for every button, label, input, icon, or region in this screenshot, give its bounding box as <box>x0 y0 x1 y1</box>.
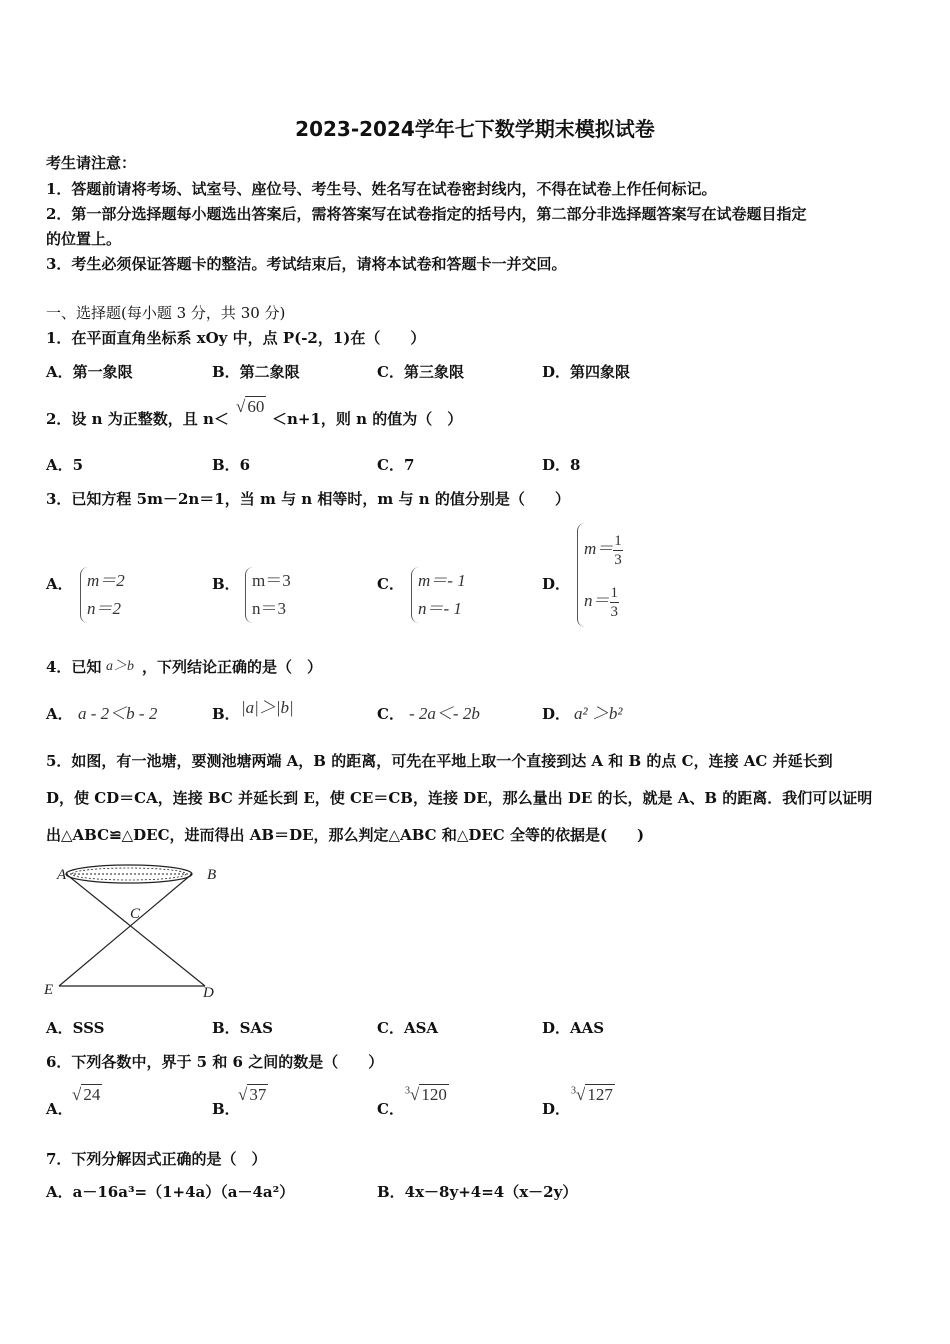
section-heading: 一、选择题(每小题 3 分，共 30 分) <box>46 304 286 322</box>
label-e: E <box>44 982 54 998</box>
q3-system-a: m＝2 n＝2 <box>80 567 125 623</box>
q2-stem-end: ＜n+1，则 n 的值为（ ） <box>272 410 463 428</box>
q1-option-c: C．第三象限 <box>377 363 464 381</box>
q1-stem: 1．在平面直角坐标系 xOy 中，点 P(-2，1)在（ ） <box>46 329 426 347</box>
notice-item: 的位置上。 <box>46 230 122 248</box>
pond-inner <box>72 868 186 880</box>
q6-root-a: √ 24 <box>72 1085 101 1104</box>
q6-root-b: √ 37 <box>238 1085 267 1104</box>
notice-item: 1．答题前请将考场、试室号、座位号、考生号、姓名写在试卷密封线内，不得在试卷上作任何标记。 <box>46 180 717 198</box>
q2-sqrt: √ 60 <box>236 397 265 416</box>
q4-label-b: B． <box>212 705 240 723</box>
notice-heading: 考生请注意： <box>46 154 137 172</box>
q2-option-b: B．6 <box>212 456 251 474</box>
q1-option-a: A．第一象限 <box>46 363 133 381</box>
q5-line: 5．如图，有一池塘，要测池塘两端 A，B 的距离，可先在平地上取一个直接到达 A 和 B 的点 C，连接 AC 并延长到 <box>46 752 833 770</box>
q3-label-a: A． <box>46 575 73 593</box>
q5-figure <box>40 855 230 1005</box>
q5-option-d: D．AAS <box>542 1019 605 1037</box>
q3-label-c: C． <box>377 575 404 593</box>
q4-expr-c: - 2a＜- 2b <box>409 704 480 723</box>
notice-item: 2．第一部分选择题每小题选出答案后，需将答案写在试卷指定的括号内，第二部分非选择题答案写在试卷题目指定 <box>46 205 807 223</box>
q6-label-c: C． <box>377 1100 404 1118</box>
q4-label-c: C． <box>377 705 404 723</box>
q4-expr-b: |a|＞|b| <box>241 698 294 717</box>
q3-label-b: B． <box>212 575 240 593</box>
q6-label-b: B． <box>212 1100 240 1118</box>
label-d: D <box>203 985 214 1001</box>
q6-stem: 6．下列各数中，界于 5 和 6 之间的数是（ ） <box>46 1053 384 1071</box>
label-b: B <box>207 867 217 883</box>
q3-system-d: m＝ $\frac{1}{3}$ n＝ $\frac{1}{3}$ <box>577 523 623 627</box>
q4-expr-a: a - 2＜b - 2 <box>78 704 158 723</box>
q7-option-a: A．a－16a³=（1+4a）（a－4a²） <box>46 1183 295 1201</box>
q5-option-b: B．SAS <box>212 1019 273 1037</box>
q2-option-a: A．5 <box>46 456 84 474</box>
q5-line: D，使 CD＝CA，连接 BC 并延长到 E，使 CE＝CB，连接 DE，那么量出 DE 的长，就是 A、B 的距离．我们可以证明 <box>46 789 873 807</box>
q4-stem-start: 4．已知 <box>46 658 102 676</box>
label-c: C <box>130 906 141 922</box>
q4-condition: a＞b <box>106 659 134 674</box>
cbrt-icon: √ <box>410 1085 420 1104</box>
q5-option-c: C．ASA <box>377 1019 439 1037</box>
q3-stem: 3．已知方程 5m－2n＝1，当 m 与 n 相等时，m 与 n 的值分别是（ ） <box>46 490 570 508</box>
sqrt-icon: √ <box>72 1085 82 1104</box>
q7-stem: 7．下列分解因式正确的是（ ） <box>46 1150 267 1168</box>
q5-option-a: A．SSS <box>46 1019 105 1037</box>
sqrt-icon: √ <box>236 397 246 416</box>
q6-root-c: $^3$√ 120 <box>405 1085 447 1104</box>
segment-ad <box>66 874 205 986</box>
q2-option-c: C．7 <box>377 456 415 474</box>
q3-system-c: m＝- 1 n＝- 1 <box>411 567 466 623</box>
cbrt-icon: √ <box>576 1085 586 1104</box>
q5-line: 出△ABC≌△DEC，进而得出 AB＝DE，那么判定△ABC 和△DEC 全等的依据是( ) <box>46 826 645 844</box>
q1-option-d: D．第四象限 <box>542 363 631 381</box>
q4-stem-end: ，下列结论正确的是（ ） <box>142 658 323 676</box>
q4-label-a: A． <box>46 705 73 723</box>
sqrt-icon: √ <box>238 1085 248 1104</box>
segment-be <box>59 874 192 986</box>
notice-item: 3．考生必须保证答题卡的整洁。考试结束后，请将本试卷和答题卡一并交回。 <box>46 255 567 273</box>
q4-label-d: D． <box>542 705 571 723</box>
q6-root-d: $^3$√ 127 <box>571 1085 613 1104</box>
label-a: A <box>57 867 67 883</box>
q6-label-d: D． <box>542 1100 571 1118</box>
q2-stem-start: 2．设 n 为正整数，且 n＜ <box>46 410 229 428</box>
q2-option-d: D．8 <box>542 456 581 474</box>
page-title: 2023-2024学年七下数学期末模拟试卷 <box>295 117 655 141</box>
q6-label-a: A． <box>46 1100 73 1118</box>
q1-option-b: B．第二象限 <box>212 363 300 381</box>
q7-option-b: B．4x－8y+4=4（x－2y） <box>377 1183 578 1201</box>
q3-system-b: m＝3 n＝3 <box>245 567 291 623</box>
q4-expr-d: a² ＞b² <box>574 704 623 723</box>
q3-label-d: D． <box>542 575 571 593</box>
